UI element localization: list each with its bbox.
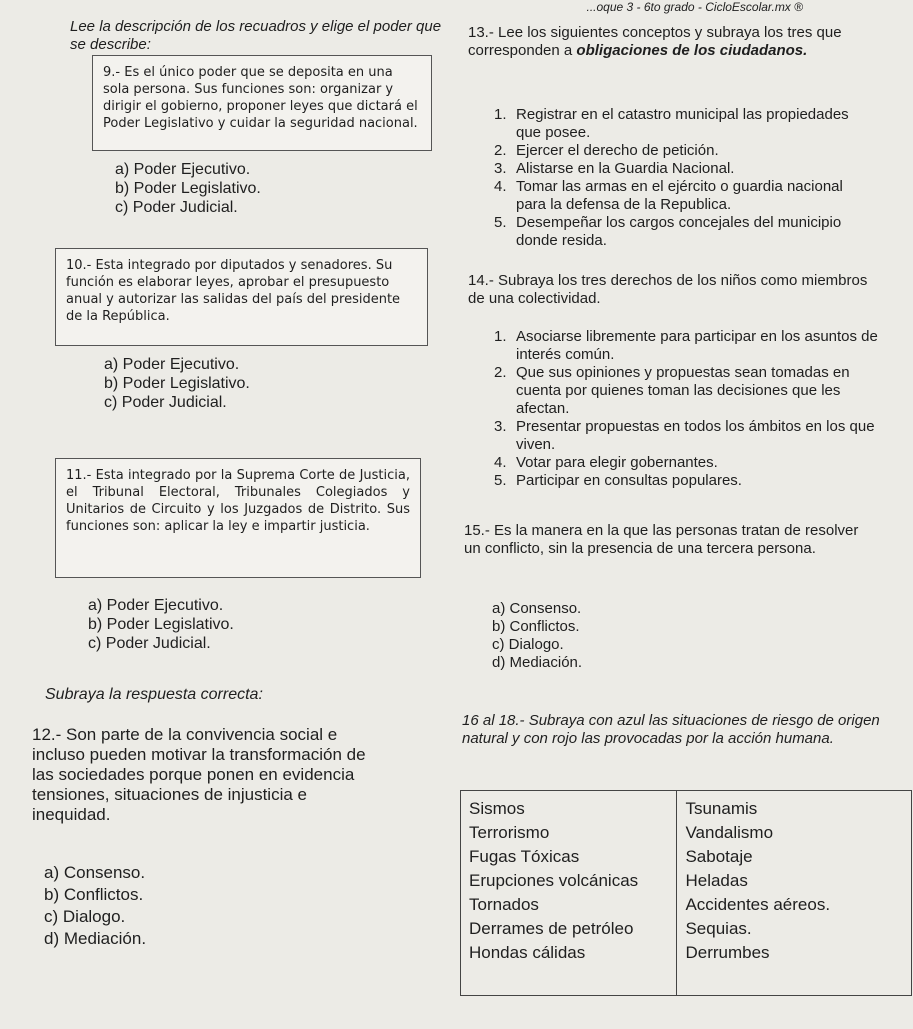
q11-options [88, 596, 234, 653]
hazard-item[interactable]: Hondas cálidas [469, 943, 586, 962]
q14-item[interactable]: 3. Presentar propuestas en todos los ámbitos en los que viven. [494, 418, 875, 453]
q13-item[interactable]: 1. Registrar en el catastro municipal las propiedades que posee. [494, 106, 849, 141]
q15-options [492, 600, 582, 672]
q11-option-c[interactable]: c) Poder Judicial. [88, 635, 211, 652]
q13-item[interactable]: 5. Desempeñar los cargos concejales del municipio donde resida. [494, 214, 842, 249]
q12-text: 12.- Son parte de la convivencia social e incluso pueden motivar la transformación de las sociedades porque ponen en evidencia tensiones, situaciones de injusticia e inequidad. [32, 725, 366, 824]
q14-list [494, 328, 879, 490]
q9-option-b[interactable]: b) Poder Legislativo. [115, 180, 261, 197]
q13-item[interactable]: 2. Ejercer el derecho de petición. [494, 142, 719, 159]
hazard-item[interactable]: Tornados [469, 895, 539, 914]
q10-options [104, 355, 250, 412]
q9-options [115, 160, 261, 217]
hazard-item[interactable]: Derrumbes [685, 943, 770, 962]
instruction-left: Lee la descripción de los recuadros y elige el poder que se describe: [70, 18, 442, 53]
hazard-item[interactable]: Vandalismo [685, 823, 774, 842]
hazard-item[interactable]: Erupciones volcánicas [469, 871, 639, 890]
q10-option-b[interactable]: b) Poder Legislativo. [104, 375, 250, 392]
hazard-item[interactable]: Terrorismo [469, 823, 550, 842]
q15-option-b[interactable]: b) Conflictos. [492, 618, 580, 635]
hazard-item[interactable]: Tsunamis [685, 799, 758, 818]
q14-item[interactable]: 4. Votar para elegir gobernantes. [494, 454, 718, 471]
q10-option-c[interactable]: c) Poder Judicial. [104, 394, 227, 411]
q13-item[interactable]: 3. Alistarse en la Guardia Nacional. [494, 160, 735, 177]
q13-list [494, 106, 874, 250]
hazards-table [460, 790, 912, 996]
q10-box: 10.- Esta integrado por diputados y senadores. Su función es elaborar leyes, aprobar el presupuesto anual y autorizar las salidas del país del presidente de la República. [55, 248, 428, 346]
q15-text: 15.- Es la manera en la que las personas tratan de resolver un conflicto, sin la presencia de una tercera persona. [464, 522, 859, 557]
q14-title: 14.- Subraya los tres derechos de los niños como miembros de una colectividad. [468, 272, 868, 307]
hazard-item[interactable]: Accidentes aéreos. [685, 895, 831, 914]
q12-option-d[interactable]: d) Mediación. [44, 929, 147, 948]
hazard-item[interactable]: Derrames de petróleo [469, 919, 634, 938]
q15-option-d[interactable]: d) Mediación. [492, 654, 583, 671]
hazard-item[interactable]: Heladas [685, 871, 748, 890]
q13-title-a: 13.- Lee los siguientes conceptos y subraya los tres que corresponden a [468, 24, 842, 59]
q13-item[interactable]: 4. Tomar las armas en el ejército o guardia nacional para la defensa de la Republica. [494, 178, 843, 213]
q11-option-b[interactable]: b) Poder Legislativo. [88, 616, 234, 633]
q15-option-c[interactable]: c) Dialogo. [492, 636, 564, 653]
natural-human-col-1 [461, 791, 677, 996]
hazard-item[interactable]: Sismos [469, 799, 525, 818]
q9-option-c[interactable]: c) Poder Judicial. [115, 199, 238, 216]
q14-item[interactable]: 2. Que sus opiniones y propuestas sean tomadas en cuenta por quienes toman las decisiones que les afectan. [494, 364, 850, 417]
hazard-item[interactable]: Fugas Tóxicas [469, 847, 580, 866]
q12-option-a[interactable]: a) Consenso. [44, 863, 146, 882]
q11-box: 11.- Esta integrado por la Suprema Corte de Justicia, el Tribunal Electoral, Tribunales Colegiados y Unitarios de Circuito y los Juzgados de Distrito. Sus funciones son: aplicar la ley e impartir justicia. [55, 458, 421, 578]
q14-item[interactable]: 5. Participar en consultas populares. [494, 472, 742, 489]
q15-option-a[interactable]: a) Consenso. [492, 600, 582, 617]
q12-option-c[interactable]: c) Dialogo. [44, 907, 126, 926]
q9-box: 9.- Es el único poder que se deposita en una sola persona. Sus funciones son: organizar y dirigir el gobierno, proponer leyes que dictará el Poder Legislativo y cuidar la seguridad nacional. [92, 55, 432, 151]
q11-option-a[interactable]: a) Poder Ejecutivo. [88, 597, 224, 614]
q9-option-a[interactable]: a) Poder Ejecutivo. [115, 161, 251, 178]
q16-text: 16 al 18.- Subraya con azul las situaciones de riesgo de origen natural y con rojo las provocadas por la acción humana. [462, 712, 880, 747]
q13-title-b: obligaciones de los ciudadanos. [576, 42, 808, 59]
subraya-instruction: Subraya la respuesta correcta: [45, 686, 263, 703]
q12-option-b[interactable]: b) Conflictos. [44, 885, 144, 904]
hazard-item[interactable]: Sabotaje [685, 847, 753, 866]
q14-item[interactable]: 1. Asociarse libremente para participar en los asuntos de interés común. [494, 328, 878, 363]
hazard-item[interactable]: Sequias. [685, 919, 752, 938]
source-header: ...oque 3 - 6to grado - CicloEscolar.mx ® [586, 0, 803, 14]
natural-human-col-2 [677, 791, 912, 996]
q12-options [44, 862, 146, 950]
q10-option-a[interactable]: a) Poder Ejecutivo. [104, 356, 240, 373]
q13-title [468, 24, 888, 60]
